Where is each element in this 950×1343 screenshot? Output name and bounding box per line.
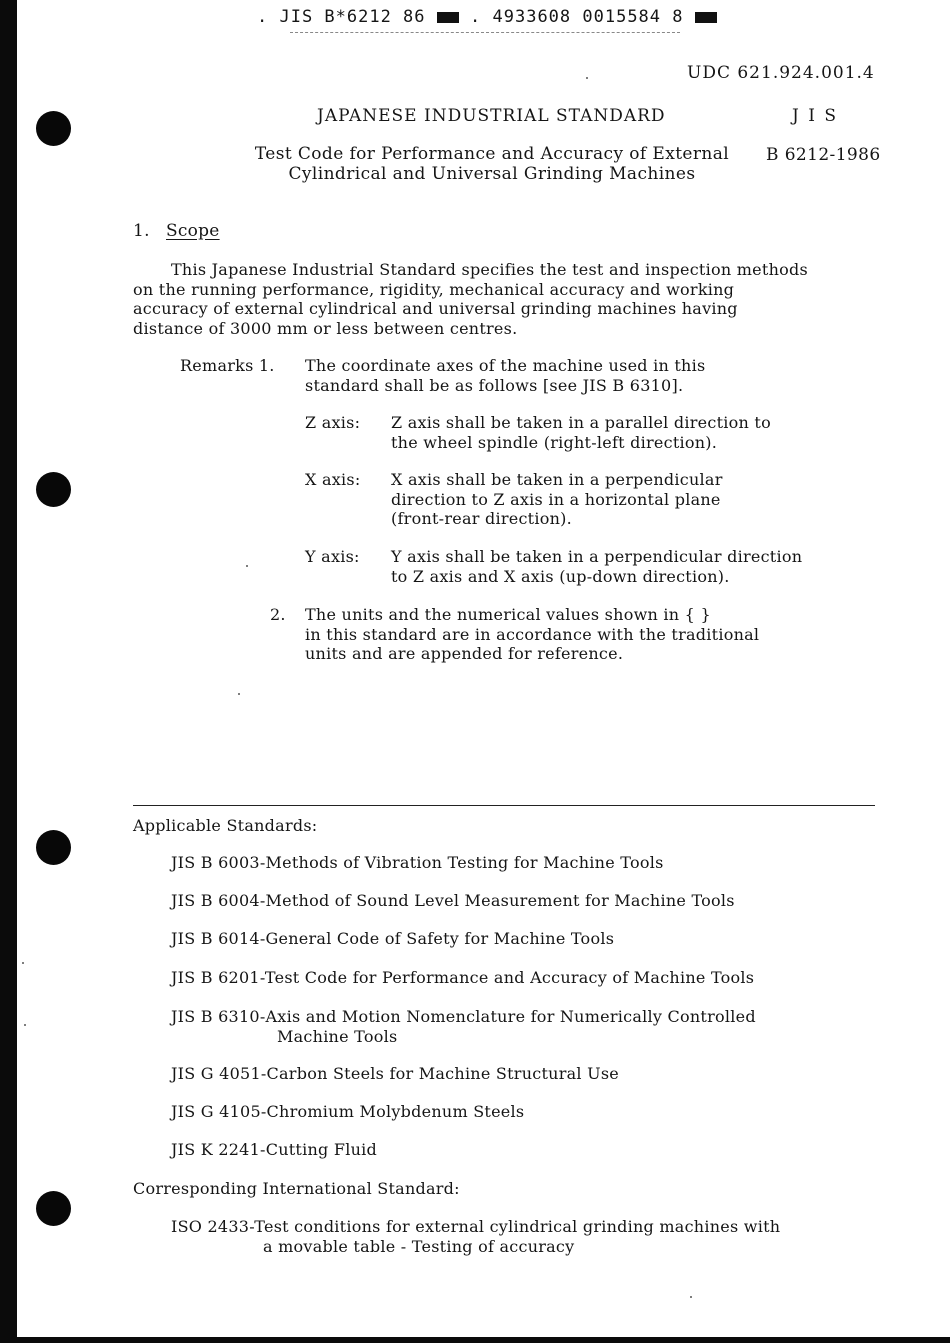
iso-reference xyxy=(171,1217,780,1256)
remark-line: The units and the numerical values shown in { } xyxy=(305,605,711,624)
punch-hole xyxy=(36,111,71,146)
standard-org: JAPANESE INDUSTRIAL STANDARD xyxy=(317,106,666,126)
applicable-item: JIS B 6014-General Code of Safety for Machine Tools xyxy=(171,929,615,948)
axis-line: X axis shall be taken in a perpendicular xyxy=(391,470,723,489)
axis-line: the wheel spindle (right-left direction). xyxy=(391,432,718,452)
remarks-label: Remarks 1. xyxy=(180,356,275,375)
paragraph-line: on the running performance, rigidity, mechanical accuracy and working xyxy=(133,279,735,299)
axis-label-z: Z axis: xyxy=(305,413,361,432)
paragraph-line: accuracy of external cylindrical and universal grinding machines having xyxy=(133,299,738,318)
axis-desc-y xyxy=(391,547,802,586)
standard-number: B 6212-1986 xyxy=(766,145,881,165)
scan-underline xyxy=(290,32,680,33)
marker-bar-icon xyxy=(695,12,717,23)
scan-speck xyxy=(24,1024,26,1026)
scan-speck xyxy=(22,962,24,964)
scope-paragraph xyxy=(133,260,808,338)
axis-line: to Z axis and X axis (up-down direction). xyxy=(391,566,730,586)
scan-speck xyxy=(690,1296,692,1298)
axis-line: Z axis shall be taken in a parallel direction to xyxy=(391,413,771,432)
title-line: Test Code for Performance and Accuracy of External xyxy=(254,144,730,164)
section-divider xyxy=(133,805,875,806)
section-heading: Scope xyxy=(166,221,220,241)
scan-bottom-edge xyxy=(0,1337,950,1343)
scan-left-edge xyxy=(0,0,17,1343)
paragraph-line: distance of 3000 mm or less between centres. xyxy=(133,318,518,338)
axis-label-x: X axis: xyxy=(305,470,361,489)
remark-line: standard shall be as follows [see JIS B 6310]. xyxy=(305,375,684,395)
jis-label: J I S xyxy=(792,106,838,126)
remark-2 xyxy=(305,605,759,664)
applicable-item: JIS B 6003-Methods of Vibration Testing for Machine Tools xyxy=(171,853,664,872)
scan-speck xyxy=(246,565,248,567)
axis-label-y: Y axis: xyxy=(305,547,360,566)
applicable-item: JIS B 6201-Test Code for Performance and Accuracy of Machine Tools xyxy=(171,968,755,987)
document-title xyxy=(222,145,762,184)
applicable-item: JIS K 2241-Cutting Fluid xyxy=(171,1140,377,1159)
title-line: Cylindrical and Universal Grinding Machines xyxy=(288,163,696,184)
axis-desc-x xyxy=(391,470,723,529)
axis-line: direction to Z axis in a horizontal plane xyxy=(391,489,721,509)
scan-header-text: . 4933608 0015584 8 xyxy=(470,7,684,27)
remark-line: The coordinate axes of the machine used in this xyxy=(305,356,706,375)
axis-line: (front-rear direction). xyxy=(391,509,572,528)
iso-line: ISO 2433-Test conditions for external cylindrical grinding machines with xyxy=(171,1217,781,1236)
applicable-item-line: Machine Tools xyxy=(277,1026,398,1046)
scan-header-text: . JIS B*6212 86 xyxy=(257,7,426,27)
paragraph-line: This Japanese Industrial Standard specifies the test and inspection methods xyxy=(171,260,808,279)
iso-line: a movable table - Testing of accuracy xyxy=(263,1236,575,1256)
remark-line: in this standard are in accordance with the traditional xyxy=(305,624,760,644)
punch-hole xyxy=(36,472,71,507)
international-heading: Corresponding International Standard: xyxy=(133,1179,460,1198)
scan-header xyxy=(257,7,717,27)
section-number: 1. xyxy=(133,221,150,241)
applicable-item-line: JIS B 6310-Axis and Motion Nomenclature for Numerically Controlled xyxy=(171,1007,756,1026)
punch-hole xyxy=(36,1191,71,1226)
remark-2-number: 2. xyxy=(270,605,286,624)
applicable-item: JIS G 4105-Chromium Molybdenum Steels xyxy=(171,1102,525,1121)
marker-bar-icon xyxy=(437,12,459,23)
remark-line: units and are appended for reference. xyxy=(305,644,624,663)
axis-line: Y axis shall be taken in a perpendicular direction xyxy=(391,547,803,566)
applicable-item: JIS G 4051-Carbon Steels for Machine Structural Use xyxy=(171,1064,620,1083)
udc-code: UDC 621.924.001.4 xyxy=(687,63,875,83)
scan-speck xyxy=(586,77,588,79)
applicable-item xyxy=(171,1007,756,1046)
remark-1 xyxy=(305,356,705,395)
applicable-item: JIS B 6004-Method of Sound Level Measurement for Machine Tools xyxy=(171,891,735,910)
applicable-heading: Applicable Standards: xyxy=(133,816,318,835)
axis-desc-z xyxy=(391,413,771,452)
scan-speck xyxy=(238,693,240,695)
punch-hole xyxy=(36,830,71,865)
